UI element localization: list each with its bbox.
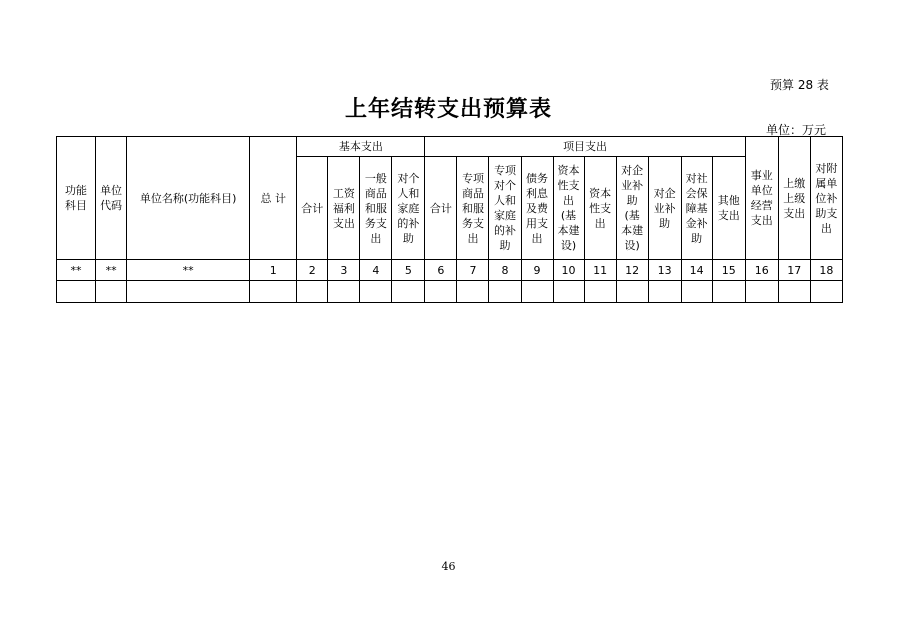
header-basic-expenditure: 基本支出 bbox=[297, 137, 425, 157]
num-cell: 8 bbox=[489, 260, 521, 281]
empty-cell bbox=[681, 281, 712, 303]
page-number: 46 bbox=[441, 560, 456, 573]
empty-cell bbox=[648, 281, 681, 303]
header-total: 总 计 bbox=[250, 137, 297, 260]
header-basic-col-4: 对个人和家庭的补助 bbox=[392, 157, 425, 260]
empty-cell bbox=[745, 281, 778, 303]
header-project-col-8: 对企业补助 bbox=[648, 157, 681, 260]
num-cell: 5 bbox=[392, 260, 425, 281]
num-cell: 12 bbox=[616, 260, 648, 281]
empty-cell bbox=[810, 281, 842, 303]
header-project-col-10: 其他支出 bbox=[712, 157, 745, 260]
header-basic-col-3: 一般商品和服务支出 bbox=[360, 157, 392, 260]
empty-cell bbox=[360, 281, 392, 303]
header-project-col-1: 合计 bbox=[425, 157, 457, 260]
empty-cell bbox=[584, 281, 616, 303]
header-func-subject: 功能科目 bbox=[57, 137, 96, 260]
num-cell: ** bbox=[127, 260, 250, 281]
num-cell: 11 bbox=[584, 260, 616, 281]
empty-cell bbox=[250, 281, 297, 303]
unit-label: 单位：万元 bbox=[766, 123, 827, 137]
header-unit-code: 单位代码 bbox=[96, 137, 127, 260]
header-project-col-3: 专项对个人和家庭的补助 bbox=[489, 157, 521, 260]
header-tail-col-1: 事业单位经营支出 bbox=[745, 137, 778, 260]
header-project-col-2: 专项商品和服务支出 bbox=[457, 157, 489, 260]
header-unit-name: 单位名称(功能科目) bbox=[127, 137, 250, 260]
empty-data-row bbox=[57, 281, 843, 303]
header-tail-col-2: 上缴上级支出 bbox=[778, 137, 810, 260]
num-cell: 2 bbox=[297, 260, 328, 281]
empty-cell bbox=[57, 281, 96, 303]
num-cell: 17 bbox=[778, 260, 810, 281]
header-basic-col-1: 合计 bbox=[297, 157, 328, 260]
table-number: 预算 28 表 bbox=[770, 78, 829, 92]
empty-cell bbox=[712, 281, 745, 303]
num-cell: ** bbox=[96, 260, 127, 281]
budget-table bbox=[56, 136, 843, 303]
num-cell: 16 bbox=[745, 260, 778, 281]
empty-cell bbox=[616, 281, 648, 303]
num-cell: 10 bbox=[553, 260, 584, 281]
empty-cell bbox=[521, 281, 553, 303]
num-cell: 4 bbox=[360, 260, 392, 281]
header-project-col-4: 债务利息及费用支出 bbox=[521, 157, 553, 260]
empty-cell bbox=[489, 281, 521, 303]
num-cell: 7 bbox=[457, 260, 489, 281]
num-cell: 14 bbox=[681, 260, 712, 281]
num-cell: 18 bbox=[810, 260, 842, 281]
column-number-row bbox=[57, 260, 843, 281]
num-cell: 15 bbox=[712, 260, 745, 281]
empty-cell bbox=[553, 281, 584, 303]
num-cell: ** bbox=[57, 260, 96, 281]
empty-cell bbox=[457, 281, 489, 303]
header-project-col-7: 对企业补助(基本建设) bbox=[616, 157, 648, 260]
num-cell: 1 bbox=[250, 260, 297, 281]
header-basic-col-2: 工资福利支出 bbox=[328, 157, 360, 260]
empty-cell bbox=[96, 281, 127, 303]
num-cell: 6 bbox=[425, 260, 457, 281]
empty-cell bbox=[127, 281, 250, 303]
empty-cell bbox=[778, 281, 810, 303]
num-cell: 9 bbox=[521, 260, 553, 281]
page-title: 上年结转支出预算表 bbox=[344, 97, 552, 122]
header-project-col-6: 资本性支出 bbox=[584, 157, 616, 260]
empty-cell bbox=[425, 281, 457, 303]
num-cell: 3 bbox=[328, 260, 360, 281]
header-tail-col-3: 对附属单位补助支出 bbox=[810, 137, 842, 260]
empty-cell bbox=[297, 281, 328, 303]
header-project-col-5: 资本性支出(基本建设) bbox=[553, 157, 584, 260]
empty-cell bbox=[328, 281, 360, 303]
num-cell: 13 bbox=[648, 260, 681, 281]
header-project-col-9: 对社会保障基金补助 bbox=[681, 157, 712, 260]
header-project-expenditure: 项目支出 bbox=[425, 137, 745, 157]
empty-cell bbox=[392, 281, 425, 303]
